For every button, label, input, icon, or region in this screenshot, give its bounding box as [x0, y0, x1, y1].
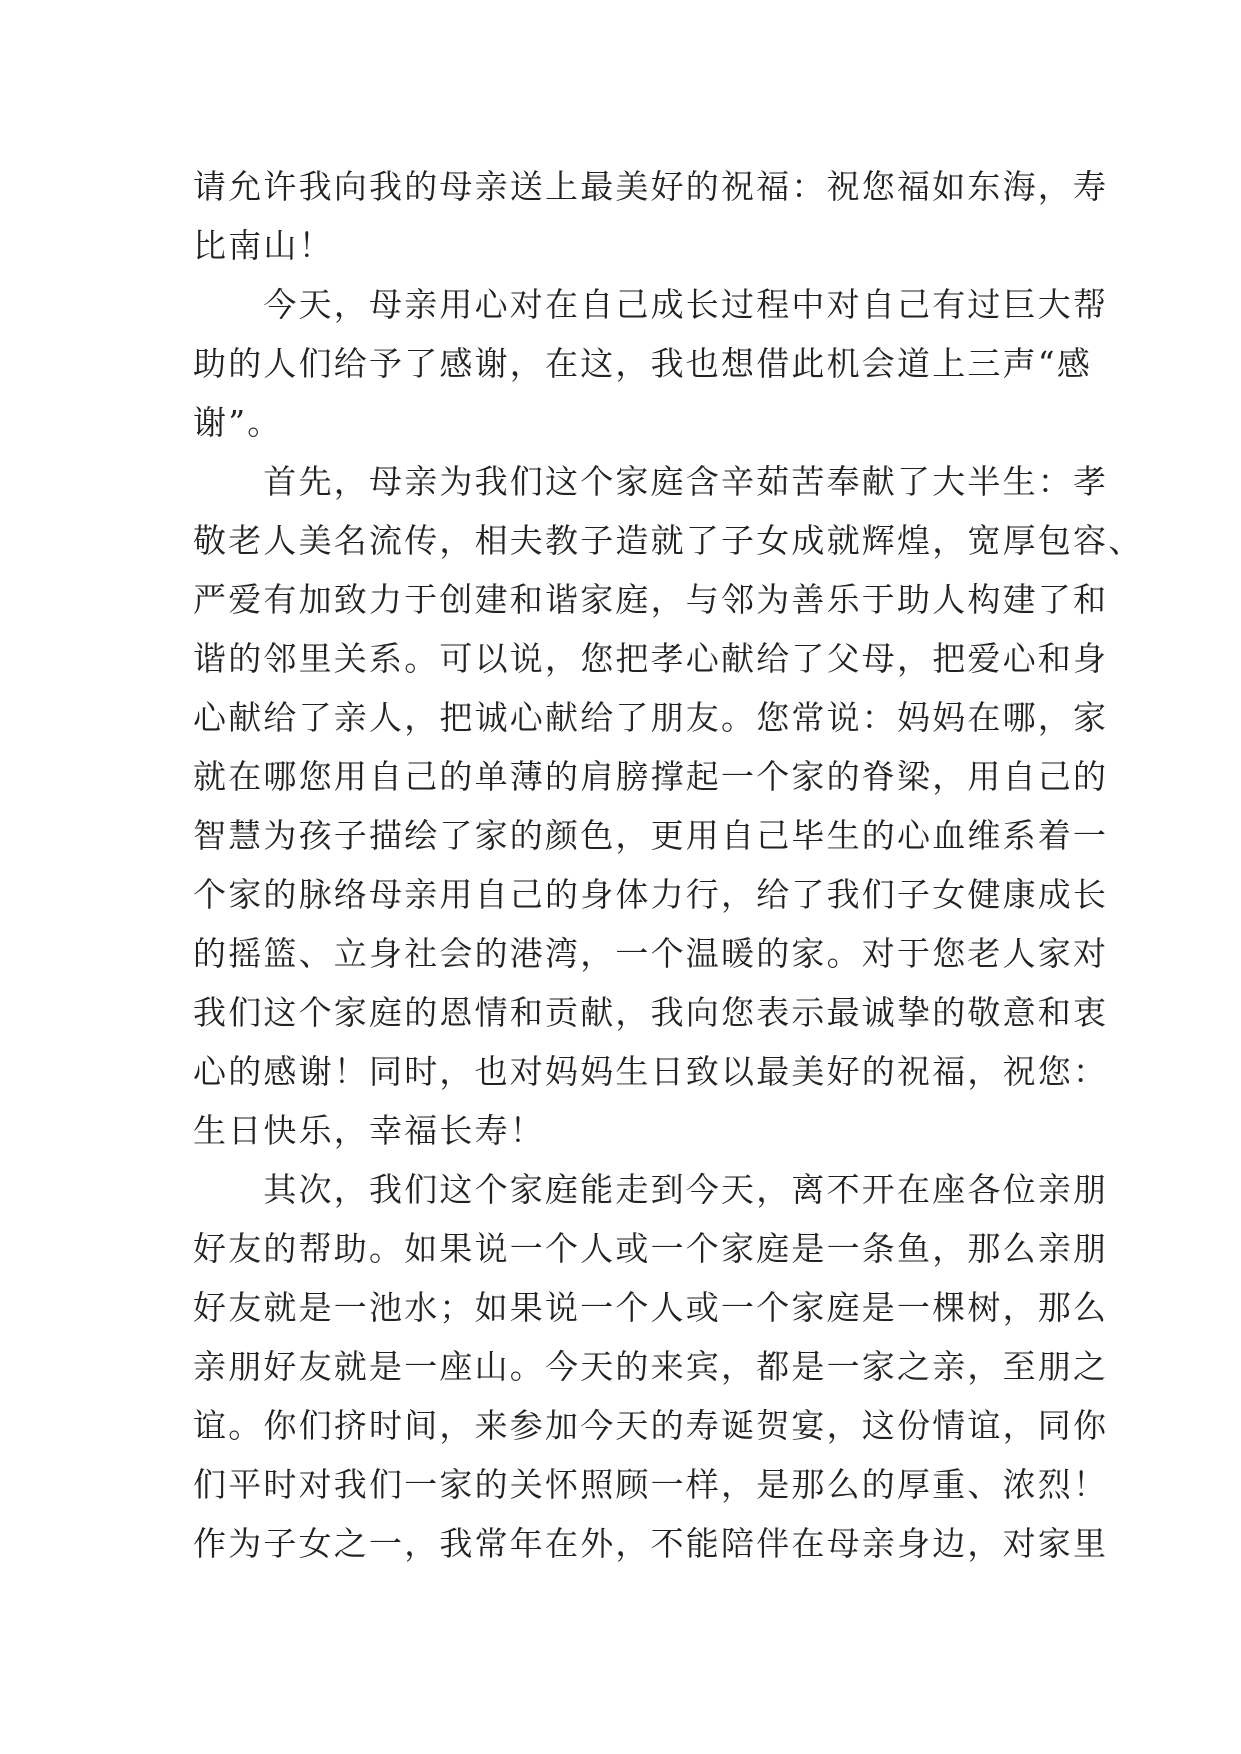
text-line: 助的人们给予了感谢，在这，我也想借此机会道上三声“感	[193, 344, 1093, 383]
text-line: 敬老人美名流传，相夫教子造就了子女成就辉煌，宽厚包容、	[193, 521, 1144, 560]
text-line: 们平时对我们一家的关怀照顾一样，是那么的厚重、浓烈！	[193, 1465, 1109, 1504]
text-line: 请允许我向我的母亲送上最美好的祝福：祝您福如东海，寿	[193, 167, 1109, 206]
text-line: 好友的帮助。如果说一个人或一个家庭是一条鱼，那么亲朋	[193, 1229, 1109, 1268]
text-line: 好友就是一池水；如果说一个人或一个家庭是一棵树，那么	[193, 1288, 1109, 1327]
text-line: 谢”。	[193, 403, 283, 442]
text-line: 个家的脉络母亲用自己的身体力行，给了我们子女健康成长	[193, 875, 1109, 914]
text-line: 谊。你们挤时间，来参加今天的寿诞贺宴，这份情谊，同你	[193, 1406, 1109, 1445]
text-line: 智慧为孩子描绘了家的颜色，更用自己毕生的心血维系着一	[193, 816, 1109, 855]
text-line: 就在哪您用自己的单薄的肩膀撑起一个家的脊梁，用自己的	[193, 757, 1109, 796]
text-line: 严爱有加致力于创建和谐家庭，与邻为善乐于助人构建了和	[193, 580, 1109, 619]
text-line: 我们这个家庭的恩情和贡献，我向您表示最诚挚的敬意和衷	[193, 993, 1109, 1032]
text-line: 作为子女之一，我常年在外，不能陪伴在母亲身边，对家里	[193, 1524, 1109, 1563]
text-line: 其次，我们这个家庭能走到今天，离不开在座各位亲朋	[193, 1170, 1109, 1209]
text-line: 心的感谢！同时，也对妈妈生日致以最美好的祝福，祝您：	[193, 1052, 1109, 1091]
text-line: 心献给了亲人，把诚心献给了朋友。您常说：妈妈在哪，家	[193, 698, 1109, 737]
body-text	[193, 157, 1144, 1573]
text-line: 比南山！	[193, 226, 334, 265]
text-line: 亲朋好友就是一座山。今天的来宾，都是一家之亲，至朋之	[193, 1347, 1109, 1386]
text-line: 生日快乐，幸福长寿！	[193, 1111, 545, 1150]
text-line: 谐的邻里关系。可以说，您把孝心献给了父母，把爱心和身	[193, 639, 1109, 678]
text-line: 的摇篮、立身社会的港湾，一个温暖的家。对于您老人家对	[193, 934, 1109, 973]
text-line: 首先，母亲为我们这个家庭含辛茹苦奉献了大半生：孝	[193, 462, 1109, 501]
text-line: 今天，母亲用心对在自己成长过程中对自己有过巨大帮	[193, 285, 1109, 324]
